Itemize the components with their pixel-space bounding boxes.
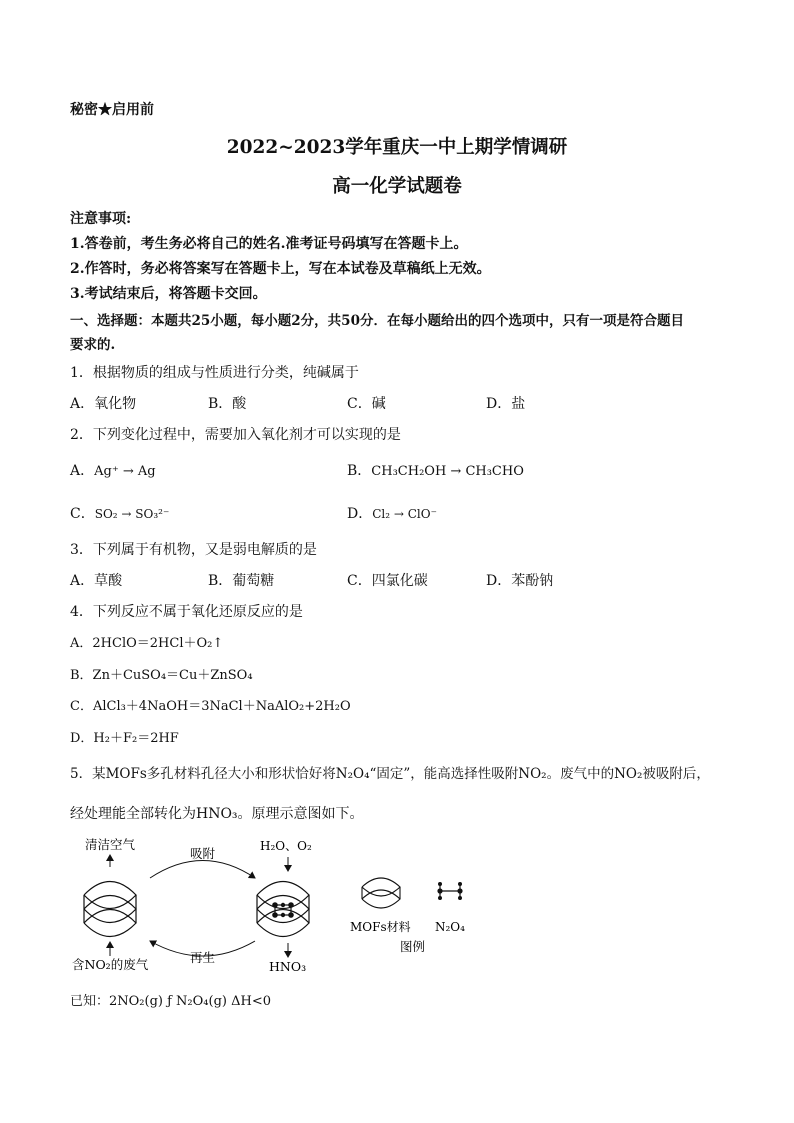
q2-option-c: [70, 503, 169, 523]
q1-option-a: A．氧化物: [70, 396, 137, 412]
question-5-stem-cont: 经处理能全部转化为HNO₃。原理示意图如下。: [70, 806, 364, 822]
q2-option-b-label: B．: [347, 463, 372, 479]
q2-option-c-formula: SO₂ → SO₃²⁻: [94, 507, 170, 521]
legend-material-label: MOFs材料: [350, 920, 411, 934]
regenerate-label: 再生: [190, 950, 216, 965]
q4-option-c: C．AlCl₃＋4NaOH＝3NaCl＋NaAlO₂+2H₂O: [70, 699, 351, 714]
q2-option-d-formula: Cl₂ → ClO⁻: [372, 507, 437, 521]
q2-option-b: [347, 460, 524, 480]
q4-option-a: A．2HClO＝2HCl＋O₂↑: [70, 636, 224, 651]
waste-gas-label: 含NO₂的废气: [72, 957, 149, 972]
q2-option-a: [70, 460, 156, 480]
q1-option-b: B．酸: [208, 396, 247, 412]
q3-option-d: D．苯酚钠: [486, 573, 554, 589]
q4-option-d: D．H₂＋F₂＝2HF: [70, 731, 179, 746]
note-item-3: 3.考试结束后，将答题卡交回。: [70, 286, 267, 302]
legend-molecule-label: N₂O₄: [435, 920, 465, 934]
q4-option-b: B．Zn＋CuSO₄＝Cu＋ZnSO₄: [70, 668, 253, 683]
legend-n2o4-icon: [437, 882, 462, 900]
adsorb-arrow: [150, 861, 255, 879]
question-4-stem: 4．下列反应不属于氧化还原反应的是: [70, 604, 303, 620]
question-2-stem: 2．下列变化过程中，需要加入氧化剂才可以实现的是: [70, 427, 401, 443]
exam-title: 2022~2023学年重庆一中上期学情调研: [226, 137, 568, 158]
q2-option-c-label: C．: [70, 506, 95, 522]
q2-option-d: [347, 503, 437, 523]
q3-option-c: C．四氯化碳: [347, 573, 428, 589]
reagents-label: H₂O、O₂: [260, 839, 312, 853]
secret-mark: 秘密★启用前: [70, 102, 154, 118]
q2-option-b-formula: CH₃CH₂OH → CH₃CHO: [371, 464, 524, 479]
product-label: HNO₃: [269, 959, 307, 974]
legend-material-icon: [362, 878, 400, 908]
question-5-stem: 5．某MOFs多孔材料孔径大小和形状恰好将N₂O₄“固定”，能高选择性吸附NO₂。废气中的NO₂被吸附后，: [70, 766, 710, 782]
q3-option-a: A．草酸: [70, 573, 123, 589]
q1-option-d: D．盐: [486, 396, 526, 412]
section-instruction: 一、选择题：本题共25小题，每小题2分，共50分．在每小题给出的四个选项中，只有一项是符合题目: [70, 313, 684, 329]
q2-option-d-label: D．: [347, 506, 373, 522]
q2-option-a-formula: Ag⁺ → Ag: [94, 464, 156, 479]
q1-option-c: C．碱: [347, 396, 386, 412]
note-item-1: 1.答卷前，考生务必将自己的姓名.准考证号码填写在答题卡上。: [70, 236, 468, 252]
notes-heading: 注意事项:: [70, 211, 132, 227]
known-condition: 已知：2NO₂(g) ƒ N₂O₄(g) ΔH<0: [70, 994, 271, 1009]
q2-option-a-label: A．: [70, 463, 95, 479]
section-instruction-cont: 要求的.: [70, 337, 116, 353]
question-3-stem: 3．下列属于有机物，又是弱电解质的是: [70, 542, 317, 558]
mofs-material-adsorbed-icon: [257, 882, 309, 937]
question-1-stem: 1．根据物质的组成与性质进行分类，纯碱属于: [70, 365, 359, 381]
clean-air-label: 清洁空气: [85, 837, 136, 852]
legend-title: 图例: [400, 939, 426, 954]
note-item-2: 2.作答时，务必将答案写在答题卡上，写在本试卷及草稿纸上无效。: [70, 261, 491, 277]
q3-option-b: B．葡萄糖: [208, 573, 275, 589]
adsorb-label: 吸附: [190, 846, 216, 861]
exam-subtitle: 高一化学试题卷: [332, 176, 462, 197]
mofs-material-left-icon: [84, 882, 136, 937]
mofs-process-diagram: [70, 833, 490, 983]
